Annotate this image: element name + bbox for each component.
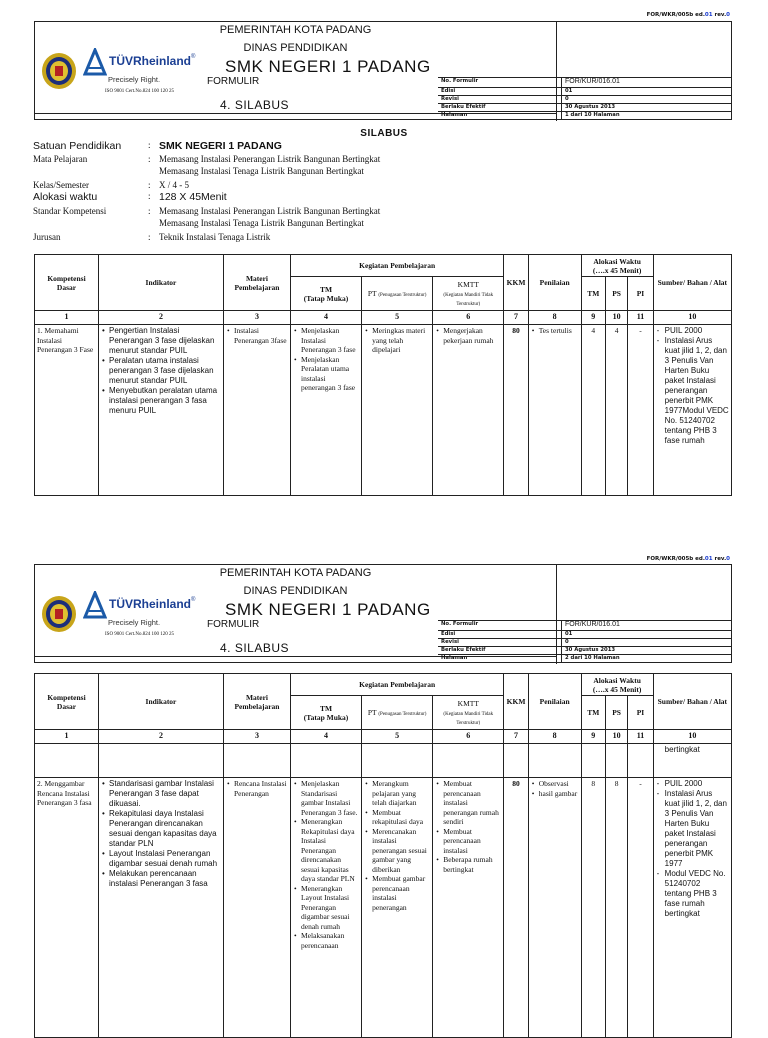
tuv-brand: TÜVRheinland® [109, 54, 196, 68]
kkm-cell: 80 [504, 778, 528, 1038]
kkm-cell: 80 [504, 325, 528, 496]
table-row [35, 744, 732, 778]
info-title: SILABUS [360, 128, 408, 139]
ps-cell: 4 [605, 325, 627, 496]
tuv-slogan-2: Precisely Right. [108, 618, 161, 627]
indikator-cell: • Standarisasi gambar Instalasi Penerangan 3 fase dapat dikuasai. • Rekapitulasi daya Instalasi Penerangan direncanakan sesuai dengan kapasitas daya standar PLN • Layout Instalasi Penerangan digambar sesuai denah rumah • Melakukan perencanaan instalasi Penerangan 3 fasa [99, 778, 224, 1038]
col-sumber-2: Sumber/ Bahan / Alat [653, 674, 731, 730]
tuv-triangle-icon [83, 48, 107, 78]
tm-alok-cell: 8 [581, 778, 605, 1038]
gov-name: PEMERINTAH KOTA PADANG [219, 24, 372, 36]
school-name-2: SMK NEGERI 1 PADANG [225, 600, 431, 619]
col-alokasi-pi-2: PI [628, 696, 653, 730]
pi-cell: - [628, 325, 653, 496]
kmtt-cell: • Membuat perencanaan instalasi penerangan rumah sendiri • Membuat perencanaan instalasi • Beberapa rumah bertingkat [433, 778, 504, 1038]
document-header [34, 21, 732, 120]
col-kegiatan-2: Kegiatan Pembelajaran [291, 674, 504, 696]
col-indikator-2: Indikator [99, 674, 224, 730]
materi-cell: • Rencana Instalasi Penerangan [223, 778, 290, 1038]
iso-cert-2: ISO 9001 Cert.No.824 100 120 25 [105, 632, 175, 637]
sumber-cell: - PUIL 2000 - Instalasi Arus kuat jilid 1, 2, dan 3 Penulis Van Harten Buku paket Instalasi penerangan penerbit PMK 1977 - Modul VEDC No. 51240702 tentang PHB 3 fase rumah bertingkat [653, 778, 731, 1038]
gov-name-2: PEMERINTAH KOTA PADANG [219, 567, 372, 579]
col-kmtt-2: KMTT (Kegiatan Mandiri Tidak Terstruktur) [433, 696, 504, 730]
form-meta-2: No. Formulir FOR/KUR/016.01 Edisi 01 Revisi 0 Berlaku Efektif 30 Agustus 2013 Halaman 2 dari 10 Halaman [438, 620, 731, 662]
col-alokasi-pi: PI [628, 277, 653, 311]
col-kmtt: KMTT (Kegiatan Mandiri Tidak Terstruktur) [433, 277, 504, 311]
col-alokasi: Alokasi Waktu (….x 45 Menit) [581, 255, 653, 277]
col-tm: TM (Tatap Muka) [291, 277, 362, 311]
ps-cell: 8 [605, 778, 627, 1038]
materi-cell: • Instalasi Penerangan 3fase [223, 325, 290, 496]
syllabus-table-2: Kompetensi Dasar Indikator Materi Pembelajaran Kegiatan Pembelajaran KKM Penilaian Alokasi Waktu (….x 45 Menit) Sumber/ Bahan / Alat TM (Tatap Muka) PT (Penugasan Terstruktur) KMTT (Kegiatan Mandiri Tidak Terstruktur) TM PS PI 1 2 3 4 5 6 7 8 9 10 11 10 bertingkat 2. Menggambar Rencana Instalasi Penerangan 3 fasa • Standarisasi gambar Instalasi Penerangan 3 fase dapat dikuasai. • Rekapitulasi daya Instalasi Penerangan direncanakan sesuai dengan kapasitas daya standar PLN • Layout Instalasi Penerangan digambar sesuai denah rumah • Melakukan perencanaan instalasi Penerangan 3 fasa • Rencana Instalasi Penerangan • Menjelaskan Standarisasi gambar Instalasi Penerangan 3 fase. • Menerangkan Rekapitulasi daya Instalasi Penerangan direncanakan sesuai kapasitas daya standar PLN • Menerangkan Layout Instalasi Penerangan digambar sesuai denah rumah • Melaksanakan perencanaan • Merangkum pelajaran yang telah diajarkan • Membuat rekapitulasi daya • Merencanakan instalasi penerangan sesuai gambar yang diberikan • Membuat gambar perencanaan instalasi penerangan • Membuat perencanaan instalasi penerangan rumah sendiri • Membuat perencanaan instalasi • Beberapa rumah bertingkat 80 • Observasi • hasil gambar 8 8 - - PUIL 2000 - Instalasi Arus kuat jilid 1, 2, dan 3 Penulis Van Harten Buku paket Instalasi penerangan penerbit PMK 1977 - Modul VEDC No. 51240702 tentang PHB 3 fase rumah bertingkat [34, 673, 732, 1038]
syllabus-table-1: Kompetensi Dasar Indikator Materi Pembelajaran Kegiatan Pembelajaran KKM Penilaian Alokasi Waktu (….x 45 Menit) Sumber/ Bahan / Alat TM (Tatap Muka) PT (Penugasan Terstruktur) KMTT (Kegiatan Mandiri Tidak Terstruktur) TM PS PI 1 2 3 4 5 6 7 8 9 10 11 10 1. Memahami Instalasi Penerangan 3 Fase • Pengertian Instalasi Penerangan 3 fase dijelaskan menurut standar PUIL • Peralatan utama instalasi penerangan 3 fase dijelaskan menurut standar PUIL • Menyebutkan peralatan utama instalasi penerangan 3 fasa menuru PUIL • Instalasi Penerangan 3fase • Menjelaskan Instalasi Penerangan 3 fase • Menjelaskan Peralatan utama instalasi penerangan 3 fase • Meringkas materi yang telah dipelajari • Mengerjakan pekerjaan rumah 80 • Tes tertulis 4 4 - - PUIL 2000 - Instalasi Arus kuat jilid 1, 2, dan 3 Penulis Van Harten Buku paket Instalasi penerangan penerbit PMK 1977Modul VEDC No. 51240702 tentang PHB 3 fase rumah [34, 254, 732, 496]
col-kd: Kompetensi Dasar [35, 255, 99, 311]
pi-cell: - [628, 778, 653, 1038]
sumber-cont-cell: bertingkat [653, 744, 731, 778]
document-header-2 [34, 564, 732, 663]
formulir-label-2: FORMULIR [207, 619, 260, 630]
tm-cell: • Menjelaskan Standarisasi gambar Instalasi Penerangan 3 fase. • Menerangkan Rekapitulasi daya Instalasi Penerangan direncanakan sesuai kapasitas daya standar PLN • Menerangkan Layout Instalasi Penerangan digambar sesuai denah rumah • Melaksanakan perencanaan [291, 778, 362, 1038]
col-kegiatan: Kegiatan Pembelajaran [291, 255, 504, 277]
col-kd-2: Kompetensi Dasar [35, 674, 99, 730]
col-pt: PT (Penugasan Terstruktur) [362, 277, 433, 311]
tuv-brand-2: TÜVRheinland® [109, 597, 196, 611]
formulir-label: FORMULIR [207, 76, 260, 87]
dept-name: DINAS PENDIDIKAN [243, 42, 348, 54]
kmtt-cell: • Mengerjakan pekerjaan rumah [433, 325, 504, 496]
pt-cell: • Meringkas materi yang telah dipelajari [362, 325, 433, 496]
table-row [35, 778, 732, 1038]
iso-cert: ISO 9001 Cert.No.824 100 120 25 [105, 89, 175, 94]
school-name: SMK NEGERI 1 PADANG [225, 57, 431, 76]
col-alokasi-tm-2: TM [581, 696, 605, 730]
col-pt-2: PT (Penugasan Terstruktur) [362, 696, 433, 730]
sumber-cell: - PUIL 2000 - Instalasi Arus kuat jilid 1, 2, dan 3 Penulis Van Harten Buku paket Instalasi penerangan penerbit PMK 1977Modul VEDC No. 51240702 tentang PHB 3 fase rumah [653, 325, 731, 496]
doc-title: 4. SILABUS [220, 98, 290, 112]
penilaian-cell: • Tes tertulis [528, 325, 581, 496]
tuv-slogan: Precisely Right. [108, 75, 161, 84]
doc-title-2: 4. SILABUS [220, 641, 290, 655]
col-materi-2: Materi Pembelajaran [223, 674, 290, 730]
tuv-triangle-icon [83, 591, 107, 621]
tm-alok-cell: 4 [581, 325, 605, 496]
table-row [35, 325, 732, 496]
indikator-cell: • Pengertian Instalasi Penerangan 3 fase dijelaskan menurut standar PUIL • Peralatan utama instalasi penerangan 3 fase dijelaskan menurut standar PUIL • Menyebutkan peralatan utama instalasi penerangan 3 fasa menuru PUIL [99, 325, 224, 496]
col-alokasi-ps-2: PS [605, 696, 627, 730]
tm-cell: • Menjelaskan Instalasi Penerangan 3 fase • Menjelaskan Peralatan utama instalasi penerangan 3 fase [291, 325, 362, 496]
school-emblem-icon [41, 52, 77, 90]
col-alokasi-tm: TM [581, 277, 605, 311]
col-alokasi-ps: PS [605, 277, 627, 311]
pt-cell: • Merangkum pelajaran yang telah diajarkan • Membuat rekapitulasi daya • Merencanakan instalasi penerangan sesuai gambar yang diberikan • Membuat gambar perencanaan instalasi penerangan [362, 778, 433, 1038]
col-penilaian: Penilaian [528, 255, 581, 311]
kd-cell: 1. Memahami Instalasi Penerangan 3 Fase [35, 325, 99, 496]
col-sumber: Sumber/ Bahan / Alat [653, 255, 731, 311]
kd-cell: 2. Menggambar Rencana Instalasi Penerangan 3 fasa [35, 778, 99, 1038]
col-indikator: Indikator [99, 255, 224, 311]
school-emblem-icon [41, 595, 77, 633]
form-meta: No. Formulir FOR/KUR/016.01 Edisi 01 Revisi 0 Berlaku Efektif 30 Agustus 2013 Halaman 1 dari 10 Halaman [438, 77, 731, 119]
col-penilaian-2: Penilaian [528, 674, 581, 730]
doc-code: FOR/WKR/005b ed.01 rev.0 [646, 12, 730, 18]
col-alokasi-2: Alokasi Waktu (….x 45 Menit) [581, 674, 653, 696]
penilaian-cell: • Observasi • hasil gambar [528, 778, 581, 1038]
doc-code-2: FOR/WKR/005b ed.01 rev.0 [646, 556, 730, 562]
col-tm-2: TM (Tatap Muka) [291, 696, 362, 730]
col-kkm: KKM [504, 255, 528, 311]
col-materi: Materi Pembelajaran [223, 255, 290, 311]
col-kkm-2: KKM [504, 674, 528, 730]
dept-name-2: DINAS PENDIDIKAN [243, 585, 348, 597]
